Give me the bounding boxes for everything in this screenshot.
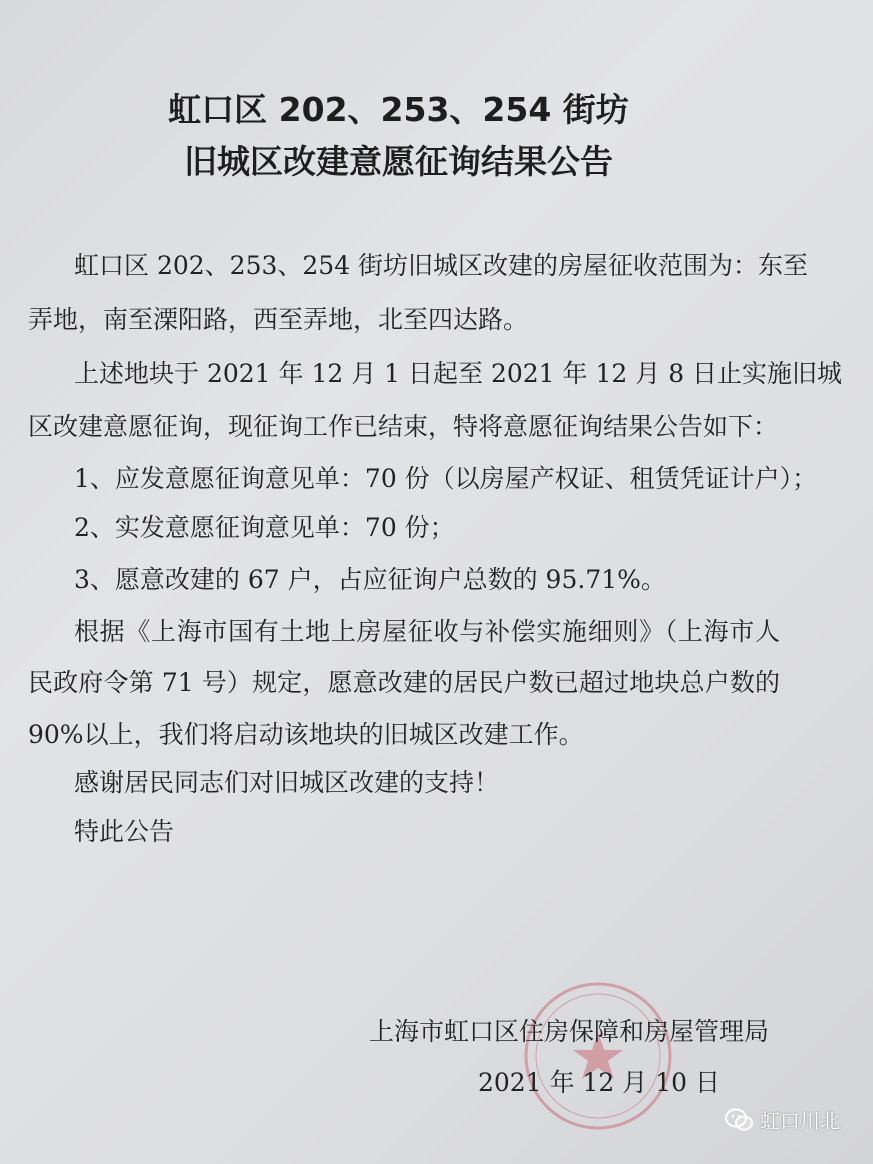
signature-organization: 上海市虹口区住房保障和房屋管理局 bbox=[369, 1017, 770, 1046]
paragraph-basis-line3: 90%以上，我们将启动该地块的旧城区改建工作。 bbox=[28, 720, 584, 749]
paragraph-period-line2: 区改建意愿征询，现征询工作已结束，特将意愿征询结果公告如下： bbox=[28, 412, 779, 441]
wechat-icon bbox=[724, 1107, 754, 1133]
watermark bbox=[724, 1105, 840, 1134]
paragraph-basis-line2: 民政府令第 71 号）规定，愿意改建的居民户数已超过地块总户数的 bbox=[28, 668, 780, 697]
thanks-line: 感谢居民同志们对旧城区改建的支持！ bbox=[74, 768, 500, 797]
paragraph-basis-line1: 根据《上海市国有土地上房屋征收与补偿实施细则》（上海市人 bbox=[74, 617, 780, 646]
result-item-3: 3、愿意改建的 67 户，占应征询户总数的 95.71%。 bbox=[74, 565, 666, 594]
paragraph-scope-line2: 弄地，南至溧阳路，西至弄地，北至四达路。 bbox=[28, 305, 529, 334]
notice-title-line2: 旧城区改建意愿征询结果公告 bbox=[184, 142, 613, 181]
watermark-label: 虹口川北 bbox=[760, 1109, 840, 1133]
notice-title-line1: 虹口区 202、253、254 街坊 bbox=[168, 90, 629, 129]
signature-date: 2021 年 12 月 10 日 bbox=[478, 1068, 720, 1097]
result-item-2: 2、实发意愿征询意见单：70 份； bbox=[74, 513, 455, 542]
paragraph-period-line1: 上述地块于 2021 年 12 月 1 日起至 2021 年 12 月 8 日止实施旧城 bbox=[74, 359, 843, 388]
official-seal bbox=[522, 980, 674, 1132]
closing-line: 特此公告 bbox=[74, 817, 175, 846]
paragraph-scope-line1: 虹口区 202、253、254 街坊旧城区改建的房屋征收范围为：东至 bbox=[74, 251, 809, 280]
result-item-1: 1、应发意愿征询意见单：70 份（以房屋产权证、租赁凭证计户）； bbox=[74, 464, 818, 493]
